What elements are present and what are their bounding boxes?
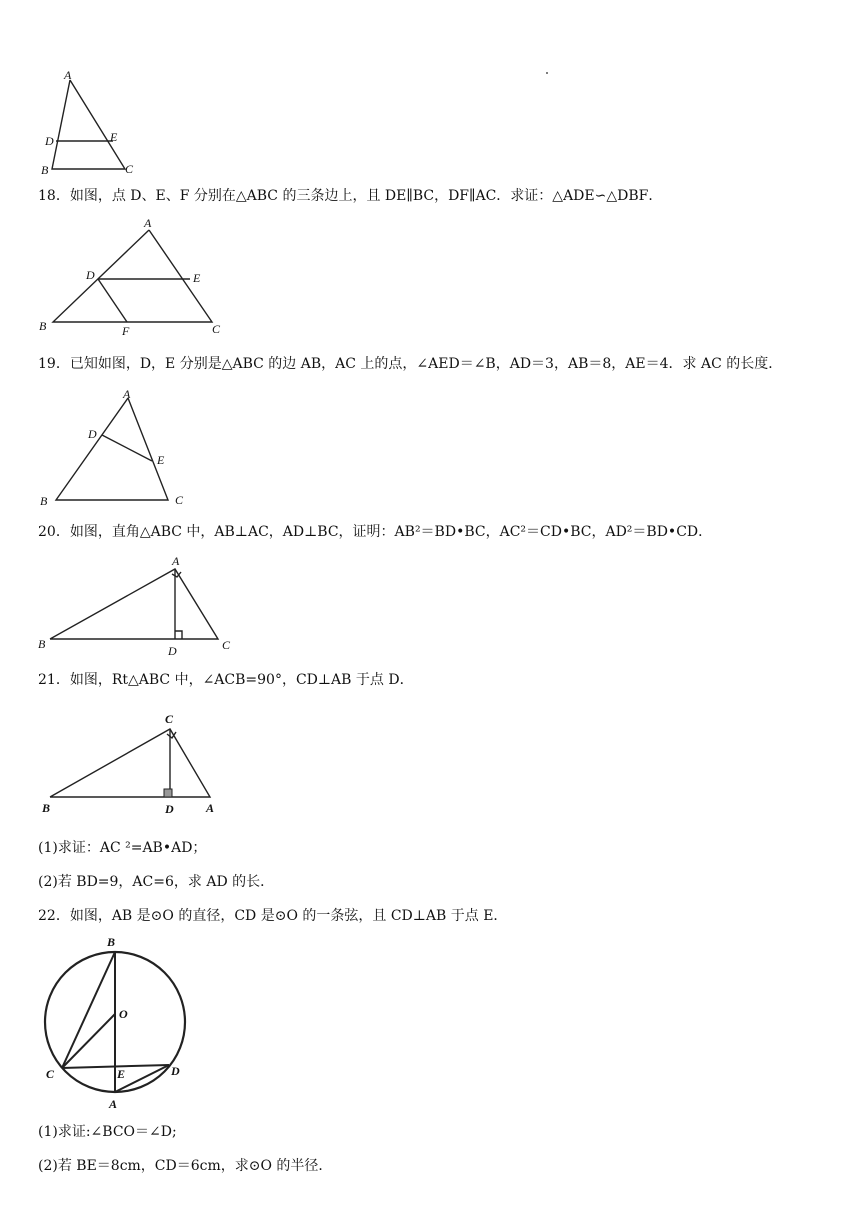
figure-19 [36, 386, 196, 510]
label-D: D [168, 644, 177, 658]
figure-20 [36, 552, 246, 660]
question-18: 18．如图，点 D、E、F 分别在△ABC 的三条边上，且 DE∥BC，DF∥AC．求证：△ADE∽△DBF． [38, 188, 663, 204]
label-B: B [39, 319, 47, 333]
label-C: C [222, 638, 231, 652]
figure-21 [36, 706, 236, 818]
label-D: D [165, 802, 174, 816]
question-19: 19．已知如图，D，E 分别是△ABC 的边 AB，AC 上的点，∠AED＝∠B，AD＝3，AB＝8，AE＝4．求 AC 的长度． [38, 356, 783, 372]
label-E: E [157, 453, 165, 467]
label-C: C [175, 493, 184, 507]
label-B: B [40, 494, 48, 508]
label-B: B [107, 935, 116, 949]
question-22-part-1: (1)求证:∠BCO＝∠D; [38, 1124, 177, 1140]
label-A: A [64, 70, 72, 82]
label-D: D [45, 134, 54, 148]
figure-18 [36, 216, 236, 340]
label-A: A [144, 216, 152, 230]
label-B: B [38, 637, 46, 651]
stray-dot [546, 72, 548, 74]
question-22: 22．如图，AB 是⊙O 的直径，CD 是⊙O 的一条弦，且 CD⊥AB 于点 E． [38, 908, 508, 924]
label-A: A [123, 387, 131, 401]
label-C: C [212, 322, 221, 336]
label-E: E [110, 130, 118, 144]
label-D: D [171, 1064, 180, 1078]
label-C: C [125, 162, 134, 176]
label-F: F [122, 324, 130, 338]
label-D: D [88, 427, 97, 441]
label-B: B [41, 163, 49, 176]
question-21-part-1: (1)求证：AC ²=AB•AD； [38, 840, 207, 856]
label-A: A [109, 1097, 118, 1111]
label-E: E [117, 1067, 126, 1081]
label-C: C [46, 1067, 55, 1081]
question-20: 20．如图，直角△ABC 中，AB⊥AC，AD⊥BC，证明：AB²＝BD•BC，AC²＝CD•BC，AD²＝BD•CD． [38, 524, 713, 540]
label-B: B [42, 801, 51, 815]
figure-22 [36, 932, 206, 1112]
label-O: O [119, 1007, 128, 1021]
figure-17 [36, 70, 146, 176]
label-A: A [206, 801, 215, 815]
label-E: E [193, 271, 201, 285]
question-22-part-2: (2)若 BE＝8cm，CD＝6cm，求⊙O 的半径． [38, 1158, 333, 1174]
label-D: D [86, 268, 95, 282]
question-21-part-2: (2)若 BD=9，AC=6，求 AD 的长． [38, 874, 275, 890]
question-21: 21．如图，Rt△ABC 中，∠ACB=90°，CD⊥AB 于点 D． [38, 672, 414, 688]
label-A: A [172, 554, 180, 568]
label-C: C [165, 712, 174, 726]
